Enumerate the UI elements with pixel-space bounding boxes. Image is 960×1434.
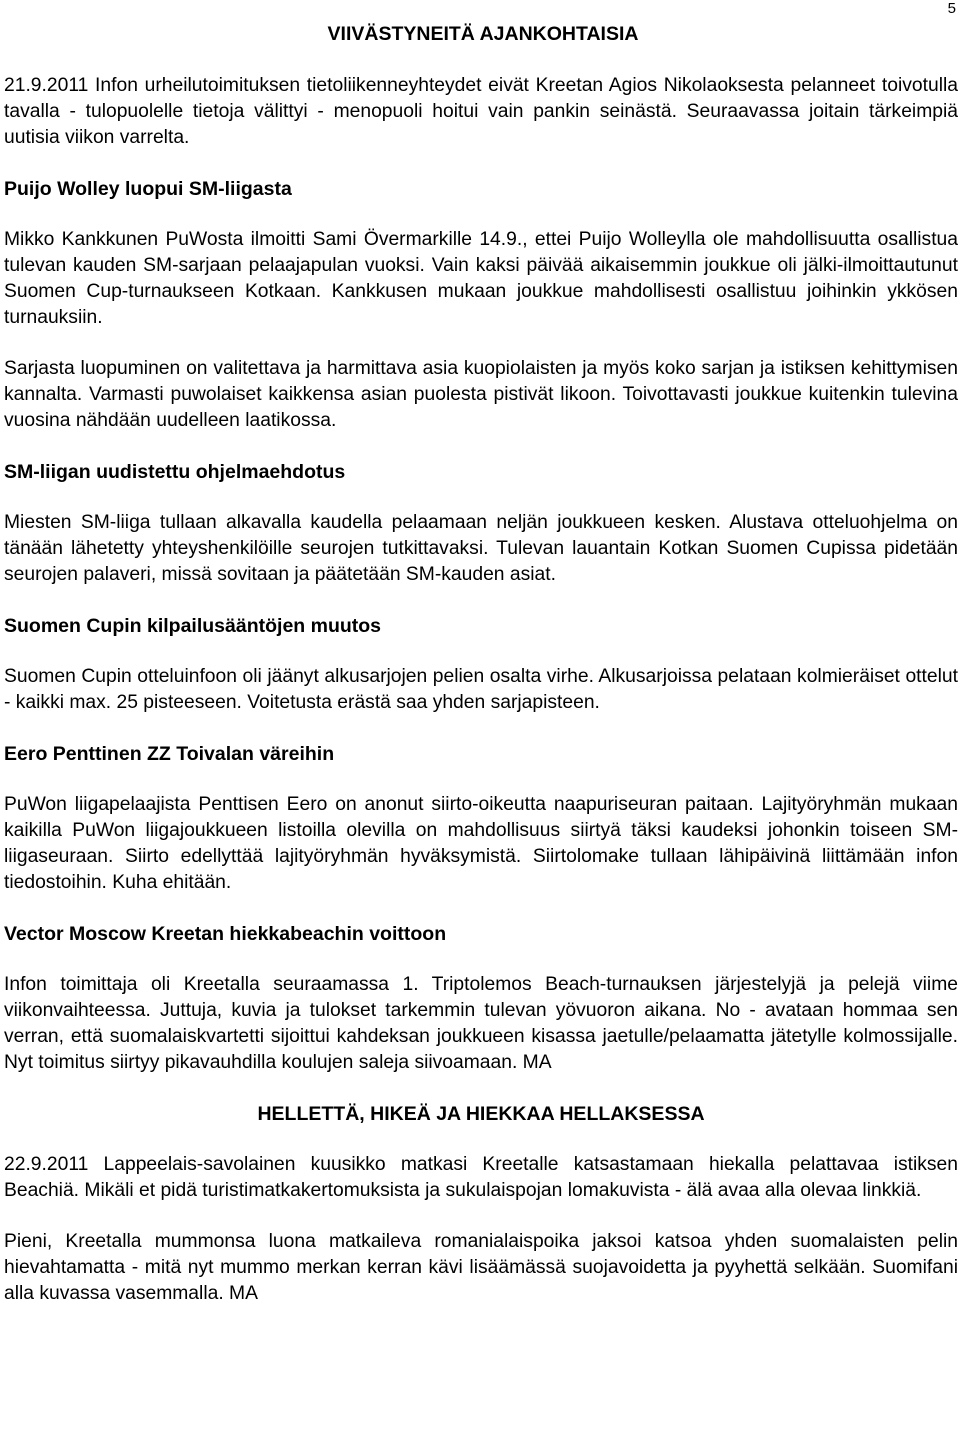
section-heading-penttinen: Eero Penttinen ZZ Toivalan väreihin [4, 743, 335, 765]
section-paragraph: PuWon liigapelaajista Penttisen Eero on anonut siirto-oikeutta naapuriseuran paitaan. Lajityöryhmän mukaan kaikilla PuWon liigajoukkueen listoilla olevilla on mahdollisuus siirtyä täksi kaudeksi johonkin toiseen SM-liigaseuraan. Siirto edellyttää lajityöryhmän hyväksymistä. Siirtolomake tullaan lähipäivinä liittämään infon tiedostoihin. Kuha ehitään. [4, 794, 958, 893]
section-heading-suomen-cup: Suomen Cupin kilpailusääntöjen muutos [4, 615, 382, 637]
section-paragraph: Sarjasta luopuminen on valitettava ja harmittava asia kuopiolaisten ja myös koko sarjan ja istiksen kehittymisen kannalta. Varmasti puwolaiset kaikkensa asian puolesta pistivät likoon. Toivottavasti joukkue kuitenkin tulevina vuosina nähdään uudelleen laatikossa. [4, 358, 958, 431]
page-number: 5 [947, 0, 956, 17]
document-page [4, 0, 958, 1307]
section-heading-puijo: Puijo Wolley luopui SM-liigasta [4, 178, 292, 200]
main-title: VIIVÄSTYNEITÄ AJANKOHTAISIA [327, 23, 639, 45]
closing-paragraph: 22.9.2011 Lappeelais-savolainen kuusikko matkasi Kreetalle katsastamaan hiekalla pelattavaa istiksen Beachiä. Mikäli et pidä turistimatkakertomuksista ja sukulaispojan lomakuvista - älä avaa alla olevaa linkkiä. [4, 1154, 958, 1201]
intro-paragraph: 21.9.2011 Infon urheilutoimituksen tietoliikenneyhteydet eivät Kreetan Agios Nikolaoksesta pelanneet toivotulla tavalla - tulopuolelle tietoja välittyi - menopuoli hoitui vain pankin seinästä. Seuraavassa joitain tärkeimpiä uutisia viikon varrelta. [4, 75, 958, 148]
section-paragraph: Miesten SM-liiga tullaan alkavalla kaudella pelaamaan neljän joukkueen kesken. Alustava otteluohjelma on tänään lähetetty yhteyshenkilöille seurojen tutkittavaksi. Tulevan lauantain Kotkan Suomen Cupissa pidetään seurojen palaveri, missä sovitaan ja päätetään SM-kauden asiat. [4, 512, 958, 585]
second-title: HELLETTÄ, HIKEÄ JA HIEKKAA HELLAKSESSA [257, 1103, 705, 1125]
section-paragraph: Suomen Cupin otteluinfoon oli jäänyt alkusarjojen pelien osalta virhe. Alkusarjoissa pelataan kolmieräiset ottelut - kaikki max. 25 pisteeseen. Voitetusta erästä saa yhden sarjapisteen. [4, 666, 958, 713]
closing-paragraph: Pieni, Kreetalla mummonsa luona matkaileva romanialaispoika jaksoi katsoa yhden suomalaisten pelin hievahtamatta - mitä nyt mummo merkan kerran kävi lisäämässä suojavoidetta ja pyyhettä selkään. Suomifani alla kuvassa vasemmalla. MA [4, 1231, 958, 1304]
section-paragraph: Mikko Kankkunen PuWosta ilmoitti Sami Övermarkille 14.9., ettei Puijo Wolleylla ole mahdollisuutta osallistua tulevan kauden SM-sarjaan pelaajapulan vuoksi. Vain kaksi päivää aikaisemmin joukkue oli jälki-ilmoittautunut Suomen Cup-turnaukseen Kotkaan. Kankkusen mukaan joukkue mahdollisesti osallistuu joihinkin ykkösen turnauksiin. [4, 229, 958, 328]
section-paragraph: Infon toimittaja oli Kreetalla seuraamassa 1. Triptolemos Beach-turnauksen järjestelyjä ja pelejä viime viikonvaihteessa. Juttuja, kuvia ja tulokset tarkemmin tulevan yövuoron aikana. No - avataan hommaa sen verran, että suomalaiskvartetti sijoittui kahdeksan joukkueen kisassa jaetulle/pelaamatta jätetylle kolmossijalle. Nyt toimitus siirtyy pikavauhdilla koulujen saleja siivoamaan. MA [4, 974, 958, 1073]
section-heading-vector-moscow: Vector Moscow Kreetan hiekkabeachin voittoon [4, 923, 447, 945]
section-heading-sm-liiga: SM-liigan uudistettu ohjelmaehdotus [4, 461, 346, 483]
